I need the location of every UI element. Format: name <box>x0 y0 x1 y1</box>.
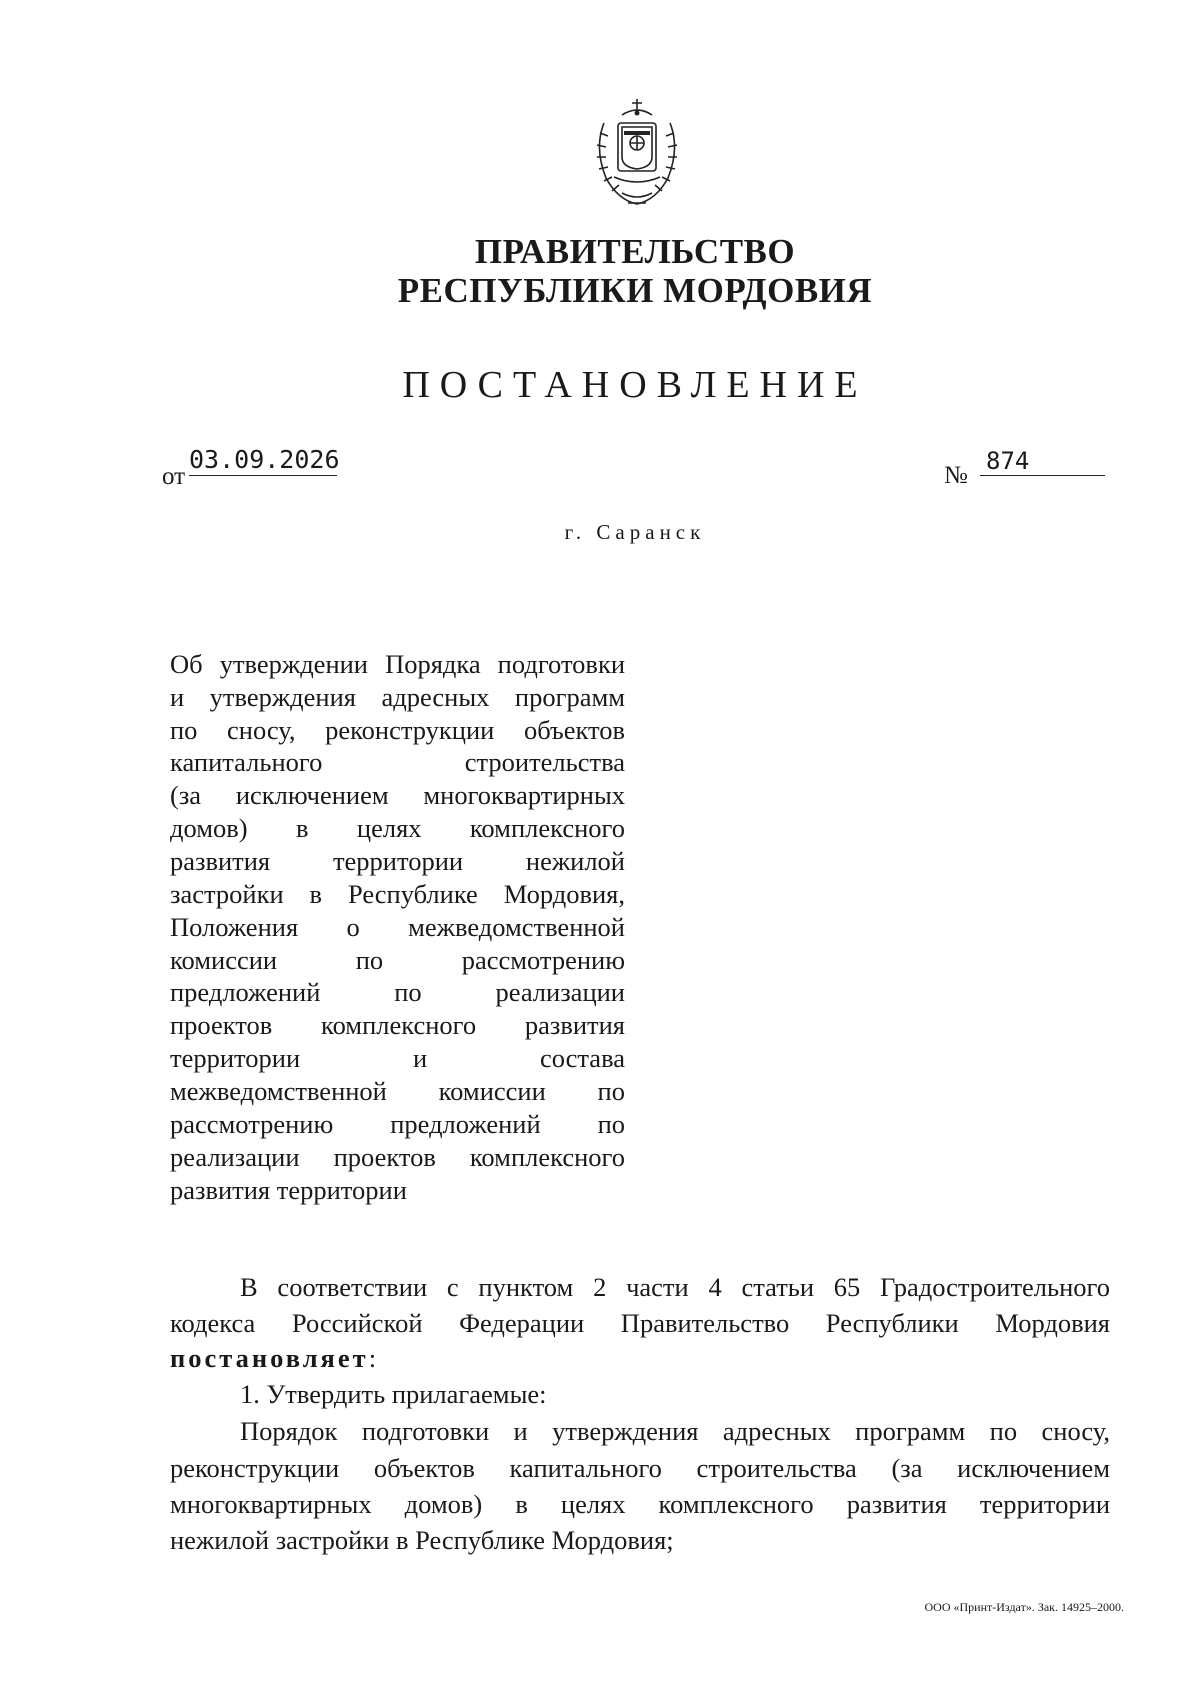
subject-line: развития территории <box>170 1175 407 1205</box>
resolves-line <box>170 1341 376 1375</box>
printer-imprint: ООО «Принт-Издат». Зак. 14925–2000. <box>924 1600 1124 1614</box>
subject-line: домов) в целях комплексного <box>170 813 625 843</box>
document-type-heading: ПОСТАНОВЛЕНИЕ <box>402 364 868 406</box>
document-number: 874 <box>980 446 1105 476</box>
subject-line: застройки в Республике Мордовия, <box>170 879 625 909</box>
item-1-line: нежилой застройки в Республике Мордовия; <box>170 1525 674 1555</box>
subject-line: (за исключением многоквартирных <box>170 780 625 810</box>
subject-line: реализации проектов комплексного <box>170 1142 625 1172</box>
resolves-colon: : <box>368 1343 377 1373</box>
subject-line: развития территории нежилой <box>170 846 625 876</box>
government-title-line1: ПРАВИТЕЛЬСТВО <box>474 232 796 271</box>
item-1-heading: 1. Утвердить прилагаемые: <box>240 1379 547 1409</box>
subject-line: Положения о межведомственной <box>170 912 625 942</box>
number-label: № <box>944 462 968 489</box>
preamble-line: кодекса Российской Федерации Правительство Республики Мордовия <box>170 1308 1110 1338</box>
subject-line: рассмотрению предложений по <box>170 1109 625 1139</box>
date-label: от <box>162 463 186 490</box>
preamble-line: В соответствии с пунктом 2 части 4 статьи 65 Градостроительного <box>240 1272 1110 1302</box>
subject-line: Об утверждении Порядка подготовки <box>170 649 625 679</box>
subject-line: и утверждения адресных программ <box>170 682 625 712</box>
subject-line: территории и состава <box>170 1043 625 1073</box>
coat-of-arms-emblem <box>582 93 692 213</box>
subject-line: комиссии по рассмотрению <box>170 945 625 975</box>
subject-line: проектов комплексного развития <box>170 1010 625 1040</box>
item-1-line: многоквартирных домов) в целях комплексного развития территории <box>170 1489 1110 1519</box>
item-1-line: Порядок подготовки и утверждения адресных программ по сносу, <box>240 1416 1110 1446</box>
resolves-word: постановляет <box>170 1343 369 1373</box>
subject-line: предложений по реализации <box>170 977 625 1007</box>
government-title-line2: РЕСПУБЛИКИ МОРДОВИЯ <box>397 271 873 310</box>
document-date: 03.09.2026 <box>189 445 340 474</box>
item-1-line: реконструкции объектов капитального строительства (за исключением <box>170 1453 1110 1483</box>
subject-line: по сносу, реконструкции объектов <box>170 715 625 745</box>
subject-line: капитального строительства <box>170 747 625 777</box>
subject-line: межведомственной комиссии по <box>170 1076 625 1106</box>
city-name: г. Саранск <box>564 520 706 544</box>
